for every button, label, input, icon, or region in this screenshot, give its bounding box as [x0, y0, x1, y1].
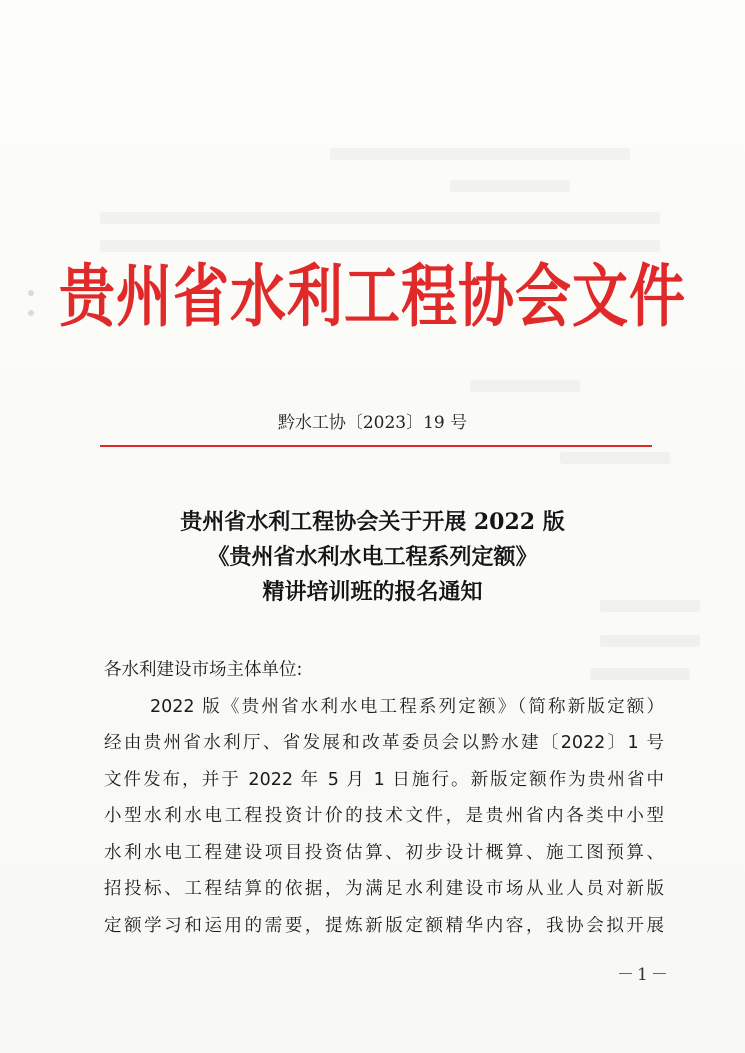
body-line: 定额学习和运用的需要，提炼新版定额精华内容，我协会拟开展: [104, 915, 664, 936]
bleed-through-mark: [330, 148, 630, 160]
bleed-through-mark: [470, 380, 580, 392]
page-number: －1－: [617, 965, 671, 985]
bleed-through-mark: [100, 212, 660, 224]
notice-title-line: 贵州省水利工程协会关于开展 2022 版: [180, 509, 565, 535]
red-divider-line: [100, 445, 652, 447]
notice-title-line: 精讲培训班的报名通知: [262, 579, 483, 605]
bleed-through-mark: [100, 240, 660, 252]
notice-title: [0, 505, 745, 610]
org-header-title: 贵州省水利工程协会文件: [59, 257, 686, 338]
body-line: 2022 版《贵州省水利水电工程系列定额》（简称新版定额）: [150, 696, 664, 717]
bleed-through-mark: [560, 452, 670, 464]
bleed-through-mark: [600, 635, 700, 647]
notice-body: [104, 652, 664, 944]
bleed-through-mark: [450, 180, 570, 192]
body-line: 文件发布，并于 2022 年 5 月 1 日施行。新版定额作为贵州省中: [104, 769, 664, 790]
body-line: 招投标、工程结算的依据，为满足水利建设市场从业人员对新版: [104, 879, 664, 899]
body-line: 水利水电工程建设项目投资估算、初步设计概算、施工图预算、: [104, 842, 664, 863]
salutation: 各水利建设市场主体单位:: [104, 660, 303, 680]
body-line: 小型水利水电工程投资计价的技术文件，是贵州省内各类中小型: [104, 806, 664, 826]
notice-title-line: 《贵州省水利水电工程系列定额》: [207, 544, 538, 570]
document-number: 黔水工协〔2023〕19 号: [277, 413, 468, 433]
body-line: 经由贵州省水利厅、省发展和改革委员会以黔水建〔2022〕1 号: [104, 733, 664, 753]
